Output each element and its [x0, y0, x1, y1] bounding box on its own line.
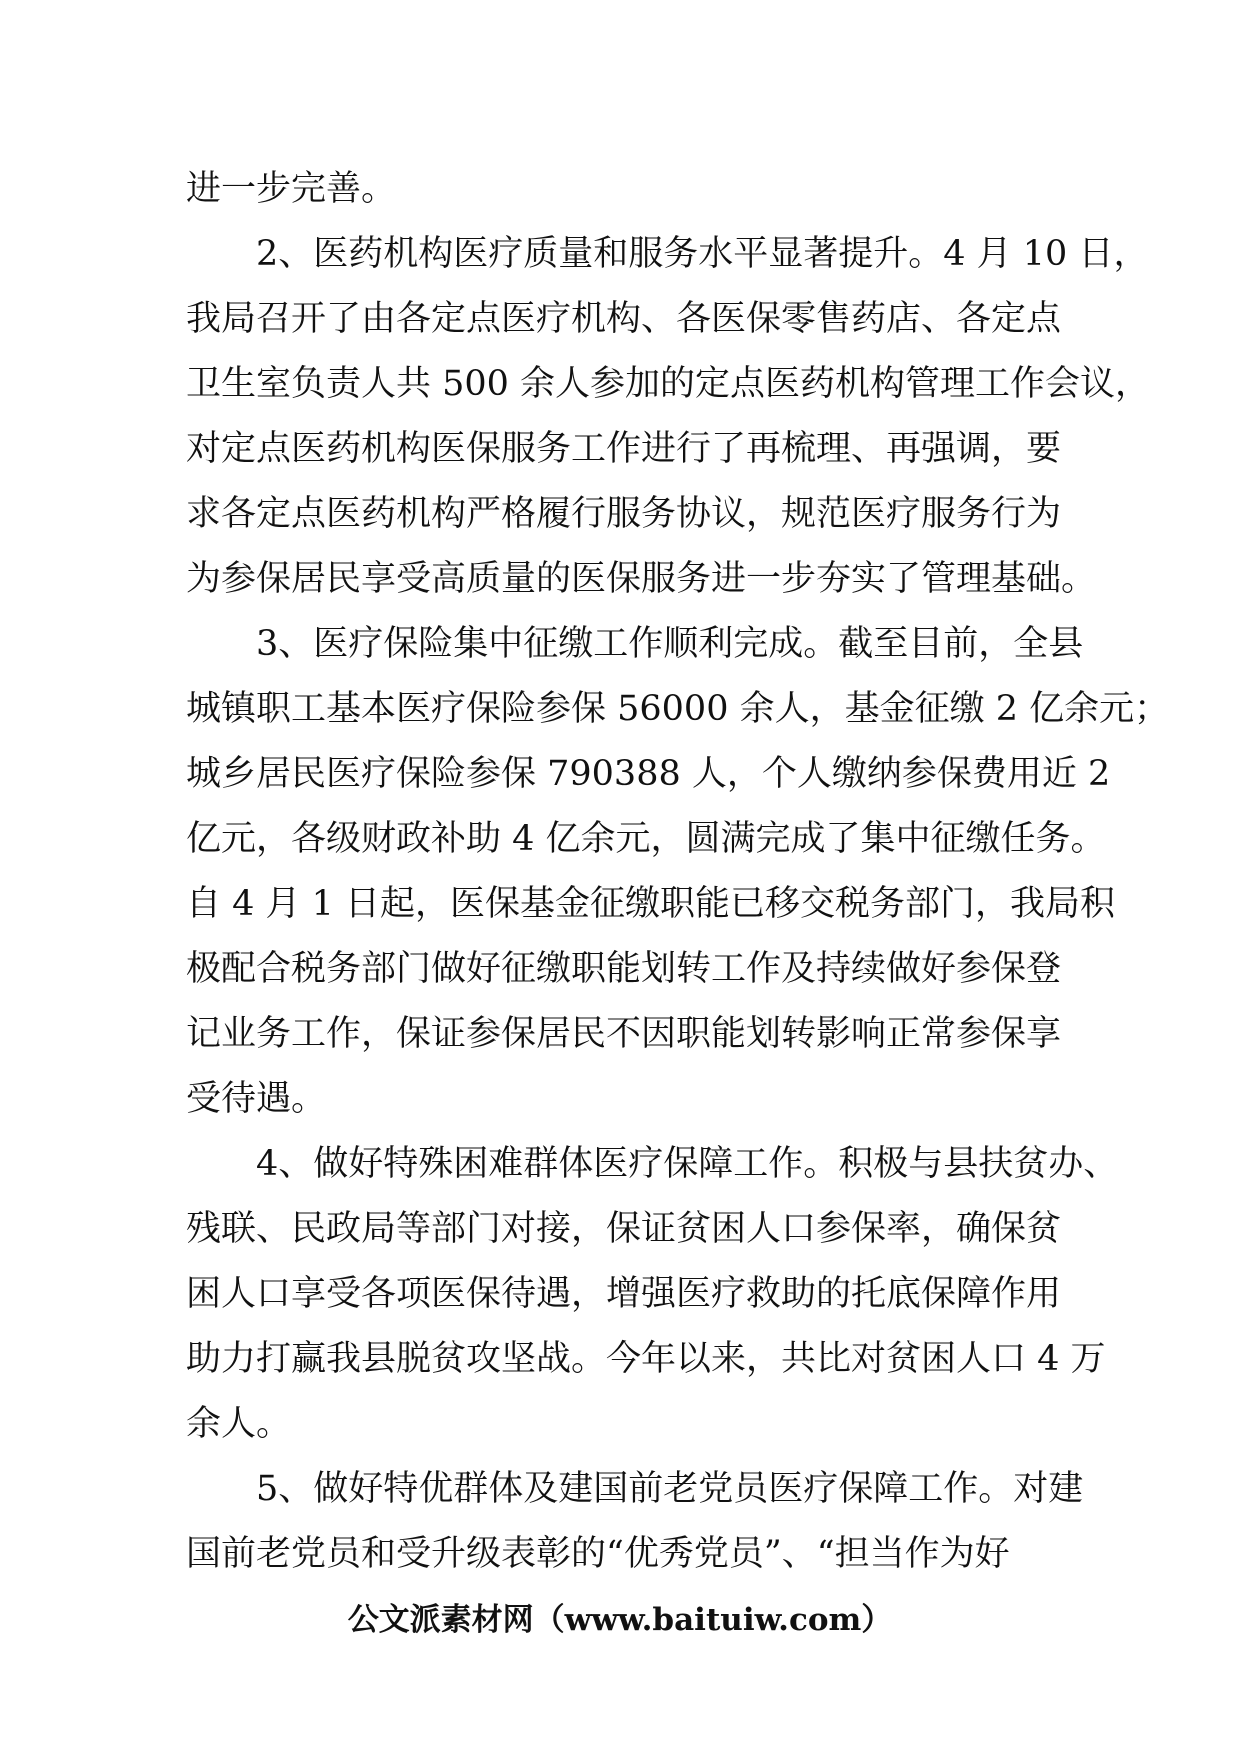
- text-line: 卫生室负责人共 500 余人参加的定点医药机构管理工作会议，: [186, 364, 1151, 404]
- text-line: 进一步完善。: [186, 169, 397, 209]
- document-body: [186, 157, 1170, 1587]
- text-line: 记业务工作，保证参保居民不因职能划转影响正常参保享: [186, 1014, 1062, 1054]
- text-line: 亿元，各级财政补助 4 亿余元，圆满完成了集中征缴任务。: [186, 819, 1106, 859]
- text-line: 4、做好特殊困难群体医疗保障工作。积极与县扶贫办、: [186, 1144, 1119, 1184]
- text-line: 受待遇。: [186, 1079, 327, 1119]
- text-line: 3、医疗保险集中征缴工作顺利完成。截至目前，全县: [186, 624, 1084, 664]
- text-line: 残联、民政局等部门对接，保证贫困人口参保率，确保贫: [186, 1209, 1062, 1249]
- text-line: 极配合税务部门做好征缴职能划转工作及持续做好参保登: [186, 949, 1062, 989]
- text-line: 城镇职工基本医疗保险参保 56000 余人，基金征缴 2 亿余元；: [186, 689, 1170, 729]
- text-line: 城乡居民医疗保险参保 790388 人，个人缴纳参保费用近 2: [186, 754, 1111, 794]
- text-line: 2、医药机构医疗质量和服务水平显著提升。4 月 10 日，: [186, 234, 1149, 274]
- text-line: 助力打赢我县脱贫攻坚战。今年以来，共比对贫困人口 4 万: [186, 1339, 1106, 1379]
- text-line: 我局召开了由各定点医疗机构、各医保零售药店、各定点: [186, 299, 1062, 339]
- text-line: 为参保居民享受高质量的医保服务进一步夯实了管理基础。: [186, 559, 1097, 599]
- text-line: 自 4 月 1 日起，医保基金征缴职能已移交税务部门，我局积: [186, 884, 1116, 924]
- text-line: 求各定点医药机构严格履行服务协议，规范医疗服务行为: [186, 494, 1062, 534]
- text-line: 余人。: [186, 1404, 292, 1444]
- text-line: 国前老党员和受升级表彰的“优秀党员”、“担当作为好: [186, 1534, 1010, 1574]
- text-line: 对定点医药机构医保服务工作进行了再梳理、再强调，要: [186, 429, 1062, 469]
- text-line: 5、做好特优群体及建国前老党员医疗保障工作。对建: [186, 1469, 1084, 1509]
- page-footer: 公文派素材网（www.baituiw.com）: [347, 1602, 893, 1638]
- text-line: 困人口享受各项医保待遇，增强医疗救助的托底保障作用: [186, 1274, 1062, 1314]
